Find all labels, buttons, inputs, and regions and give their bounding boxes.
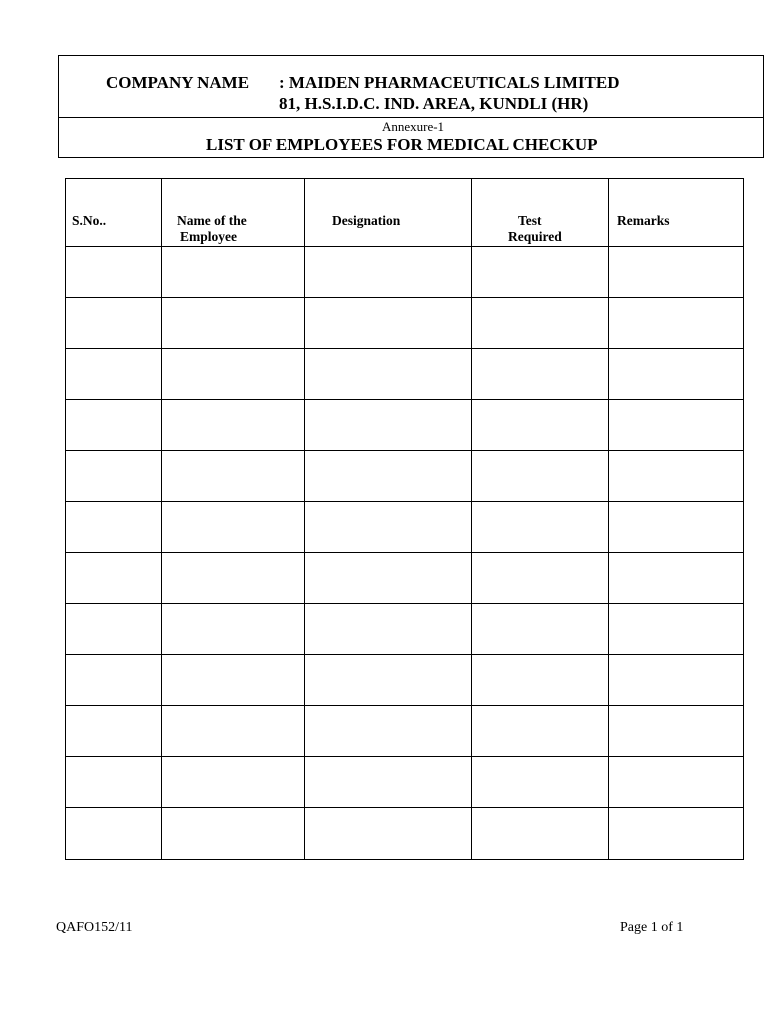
company-address: 81, H.S.I.D.C. IND. AREA, KUNDLI (HR)	[279, 94, 589, 113]
remarks-cell[interactable]	[609, 247, 744, 298]
sno-cell[interactable]	[66, 706, 162, 757]
column-header-remarks: Remarks	[609, 179, 744, 247]
page-number: Page 1 of 1	[620, 920, 684, 935]
remarks-cell[interactable]	[609, 502, 744, 553]
column-header-sno: S.No..	[66, 179, 162, 247]
remarks-cell[interactable]	[609, 553, 744, 604]
designation-cell[interactable]	[305, 604, 472, 655]
test-required-cell[interactable]	[472, 706, 609, 757]
table-row	[66, 502, 744, 553]
designation-cell[interactable]	[305, 808, 472, 860]
employee-name-cell[interactable]	[162, 298, 305, 349]
employee-name-cell[interactable]	[162, 706, 305, 757]
remarks-cell[interactable]	[609, 400, 744, 451]
table-row	[66, 604, 744, 655]
table-row	[66, 247, 744, 298]
designation-cell[interactable]	[305, 655, 472, 706]
test-required-cell[interactable]	[472, 400, 609, 451]
designation-cell[interactable]	[305, 553, 472, 604]
designation-cell[interactable]	[305, 451, 472, 502]
remarks-cell[interactable]	[609, 808, 744, 860]
employee-name-cell[interactable]	[162, 349, 305, 400]
test-required-cell[interactable]	[472, 757, 609, 808]
table-row	[66, 553, 744, 604]
remarks-cell[interactable]	[609, 655, 744, 706]
table-row	[66, 349, 744, 400]
designation-cell[interactable]	[305, 400, 472, 451]
column-header-employee-name: Name of the Employee	[162, 179, 305, 247]
test-required-cell[interactable]	[472, 655, 609, 706]
annexure-label: Annexure-1	[381, 119, 445, 134]
remarks-cell[interactable]	[609, 298, 744, 349]
employee-name-cell[interactable]	[162, 655, 305, 706]
sno-cell[interactable]	[66, 298, 162, 349]
company-name: : MAIDEN PHARMACEUTICALS LIMITED	[279, 73, 620, 92]
employee-name-cell[interactable]	[162, 400, 305, 451]
designation-cell[interactable]	[305, 706, 472, 757]
table-row	[66, 655, 744, 706]
designation-cell[interactable]	[305, 349, 472, 400]
table-row	[66, 757, 744, 808]
sno-cell[interactable]	[66, 757, 162, 808]
test-required-cell[interactable]	[472, 808, 609, 860]
designation-cell[interactable]	[305, 757, 472, 808]
company-label: COMPANY NAME	[106, 73, 250, 92]
form-title: LIST OF EMPLOYEES FOR MEDICAL CHECKUP	[206, 135, 598, 154]
column-header-designation: Designation	[305, 179, 472, 247]
employee-table	[65, 178, 744, 860]
test-required-cell[interactable]	[472, 247, 609, 298]
employee-name-cell[interactable]	[162, 451, 305, 502]
remarks-cell[interactable]	[609, 451, 744, 502]
test-required-cell[interactable]	[472, 553, 609, 604]
company-name-line	[106, 73, 620, 93]
employee-name-cell[interactable]	[162, 757, 305, 808]
test-required-cell[interactable]	[472, 502, 609, 553]
table-header-row	[66, 179, 744, 247]
table-row	[66, 298, 744, 349]
designation-cell[interactable]	[305, 298, 472, 349]
designation-cell[interactable]	[305, 247, 472, 298]
remarks-cell[interactable]	[609, 349, 744, 400]
designation-cell[interactable]	[305, 502, 472, 553]
table-row	[66, 706, 744, 757]
company-header-box	[58, 55, 764, 158]
remarks-cell[interactable]	[609, 706, 744, 757]
sno-cell[interactable]	[66, 349, 162, 400]
table-row	[66, 400, 744, 451]
sno-cell[interactable]	[66, 451, 162, 502]
test-required-cell[interactable]	[472, 349, 609, 400]
employee-name-cell[interactable]	[162, 247, 305, 298]
test-required-cell[interactable]	[472, 604, 609, 655]
sno-cell[interactable]	[66, 655, 162, 706]
sno-cell[interactable]	[66, 400, 162, 451]
sno-cell[interactable]	[66, 553, 162, 604]
employee-name-cell[interactable]	[162, 808, 305, 860]
test-required-cell[interactable]	[472, 451, 609, 502]
employee-name-cell[interactable]	[162, 553, 305, 604]
employee-name-cell[interactable]	[162, 604, 305, 655]
remarks-cell[interactable]	[609, 757, 744, 808]
sno-cell[interactable]	[66, 247, 162, 298]
employee-name-cell[interactable]	[162, 502, 305, 553]
sno-cell[interactable]	[66, 502, 162, 553]
sno-cell[interactable]	[66, 604, 162, 655]
column-header-test-required: Test Required	[472, 179, 609, 247]
remarks-cell[interactable]	[609, 604, 744, 655]
test-required-cell[interactable]	[472, 298, 609, 349]
company-info-section	[59, 56, 763, 118]
form-code: QAFO152/11	[56, 920, 133, 935]
table-row	[66, 451, 744, 502]
table-row	[66, 808, 744, 860]
sno-cell[interactable]	[66, 808, 162, 860]
